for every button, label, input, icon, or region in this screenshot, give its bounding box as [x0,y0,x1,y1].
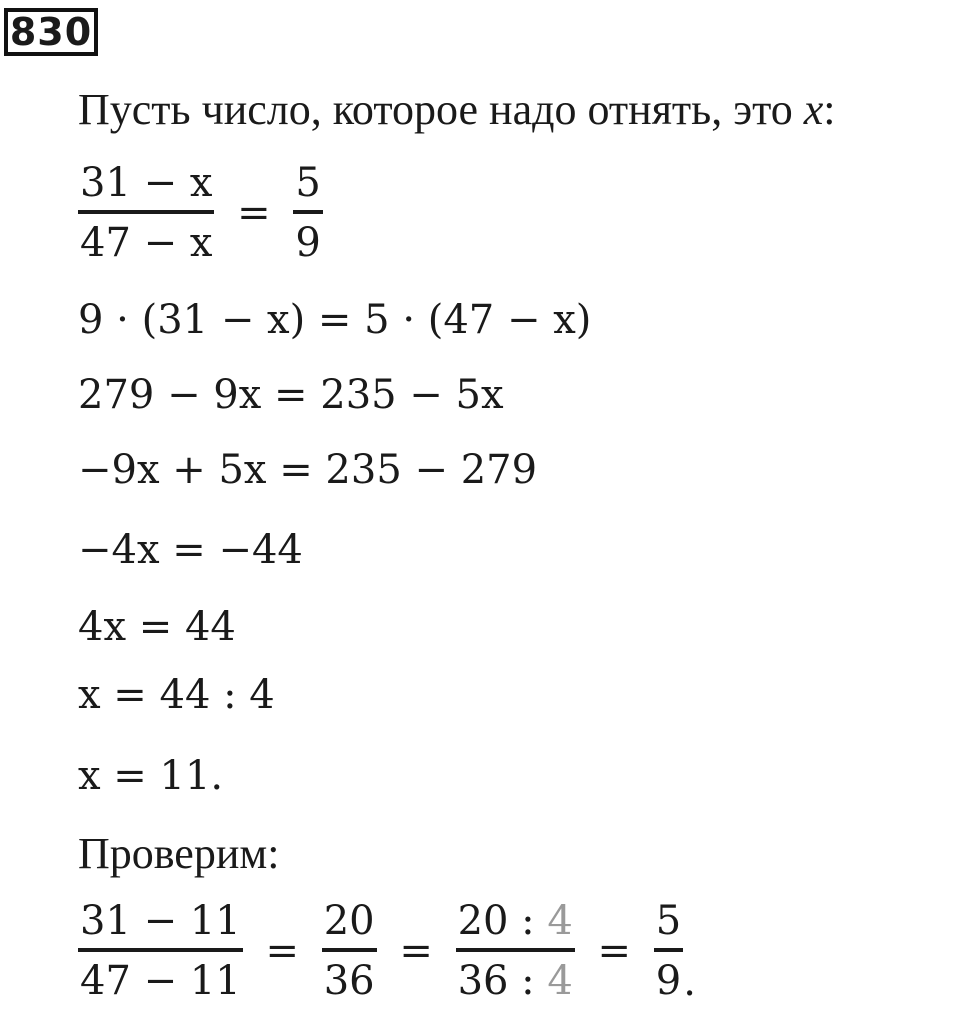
intro-line [78,86,836,134]
fraction-bar [78,948,243,952]
intro-colon: : [823,85,836,134]
check-fraction-3-numerator [456,896,575,946]
check-fraction-3 [456,896,575,1006]
check-label: Проверим: [78,829,280,878]
check-fraction-2-numerator: 20 [323,898,375,944]
fraction-left [78,158,214,268]
final-period: . [683,959,696,1005]
step-line: x = 44 : 4 [78,672,275,718]
check-fraction-3-numerator-main: 20 : [457,898,548,944]
check-fraction-1-denominator: 47 − 11 [80,958,241,1004]
check-equation [78,896,696,1006]
step-line: −4x = −44 [78,527,303,573]
fraction-bar [78,210,214,214]
fraction-bar [293,210,322,214]
intro-text: Пусть число, которое надо отнять, это [78,85,804,134]
step-line: 9 · (31 − x) = 5 · (47 − x) [78,297,592,343]
step-line: −9x + 5x = 235 − 279 [78,447,538,493]
check-fraction-3-denominator [456,956,575,1006]
check-fraction-4-denominator: 9 [655,958,682,1004]
fraction-bar [654,948,683,952]
equals-sign: = [399,928,433,974]
fraction-right-numerator: 5 [295,160,321,206]
step-line: 279 − 9x = 235 − 5x [78,372,504,418]
fraction-right-denominator: 9 [295,220,321,266]
equals-sign: = [237,190,271,236]
equation-fraction [78,158,323,268]
check-fraction-3-numerator-divisor: 4 [547,898,573,944]
check-fraction-3-denominator-main: 36 : [457,958,548,1004]
fraction-left-denominator: 47 − x [80,220,213,266]
step-line: 4x = 44 [78,604,236,650]
step-line: x = 11. [78,753,224,799]
fraction-bar [322,948,377,952]
intro-variable: x [803,85,824,134]
check-fraction-4 [654,896,683,1006]
check-fraction-1 [78,896,243,1006]
check-fraction-1-numerator: 31 − 11 [80,898,241,944]
fraction-left-numerator: 31 − x [80,160,213,206]
fraction-right [293,158,322,268]
check-fraction-2 [322,896,377,1006]
problem-number: 830 [4,8,98,56]
fraction-bar [456,948,575,952]
equals-sign: = [597,928,632,974]
check-fraction-4-numerator: 5 [655,898,682,944]
equals-sign: = [265,928,299,974]
check-fraction-2-denominator: 36 [323,958,375,1004]
check-fraction-3-denominator-divisor: 4 [547,958,573,1004]
